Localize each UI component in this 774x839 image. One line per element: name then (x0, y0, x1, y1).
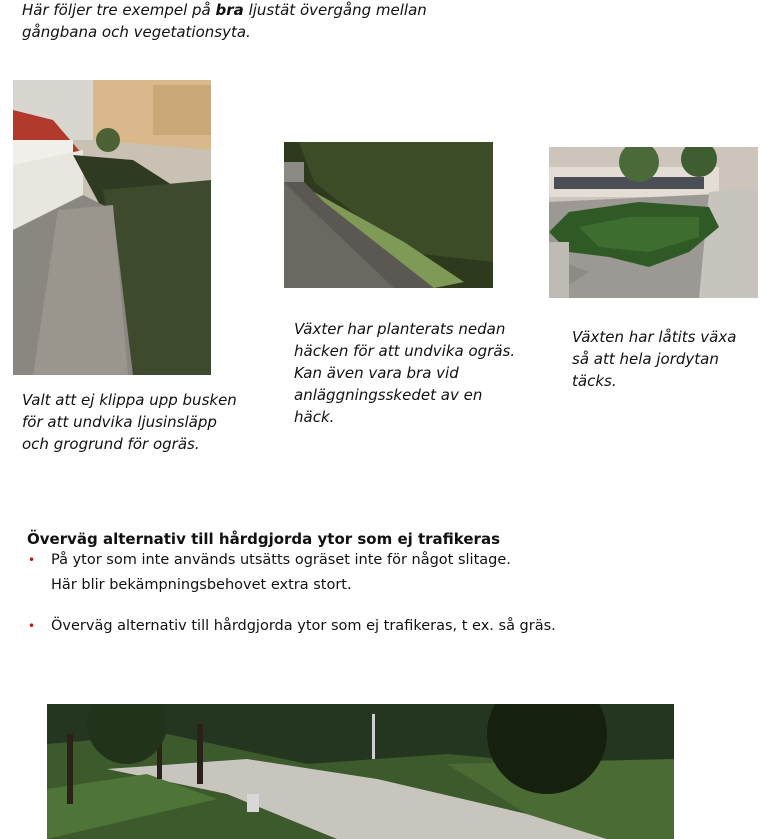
intro-text-end: ljustät övergång mellan gångbana och vegetationsyta. (22, 1, 427, 41)
photo-hedge (284, 142, 493, 288)
photo-park-path (47, 704, 674, 839)
bullet-2-line-1: Överväg alternativ till hårdgjorda ytor som ej trafikeras, t ex. så gräs. (51, 618, 556, 634)
caption-1: Valt att ej klippa upp busken för att undvika ljusinsläpp och grogrund för ogräs. (22, 391, 237, 453)
intro-text-start: Här följer tre exempel på (22, 1, 216, 19)
bullet-dot: • (28, 619, 36, 633)
photo-plaza (549, 147, 758, 298)
bullet-1-line-2: Här blir bekämpningsbehovet extra stort. (51, 577, 352, 593)
intro-text (22, 0, 462, 43)
caption-2: Växter har planterats nedan häcken för att undvika ogräs. Kan även vara bra vid anläggningsskedet av en häck. (294, 320, 516, 426)
photo-path-shrubs (13, 80, 211, 375)
caption-3: Växten har låtits växa så att hela jordytan täcks. (572, 328, 737, 390)
intro-emphasis: bra (215, 1, 244, 19)
section-heading: Överväg alternativ till hårdgjorda ytor som ej trafikeras (27, 530, 500, 548)
bullet-dot: • (28, 553, 36, 567)
bullet-1-line-1: På ytor som inte används utsätts ogräset inte för något slitage. (51, 552, 511, 568)
